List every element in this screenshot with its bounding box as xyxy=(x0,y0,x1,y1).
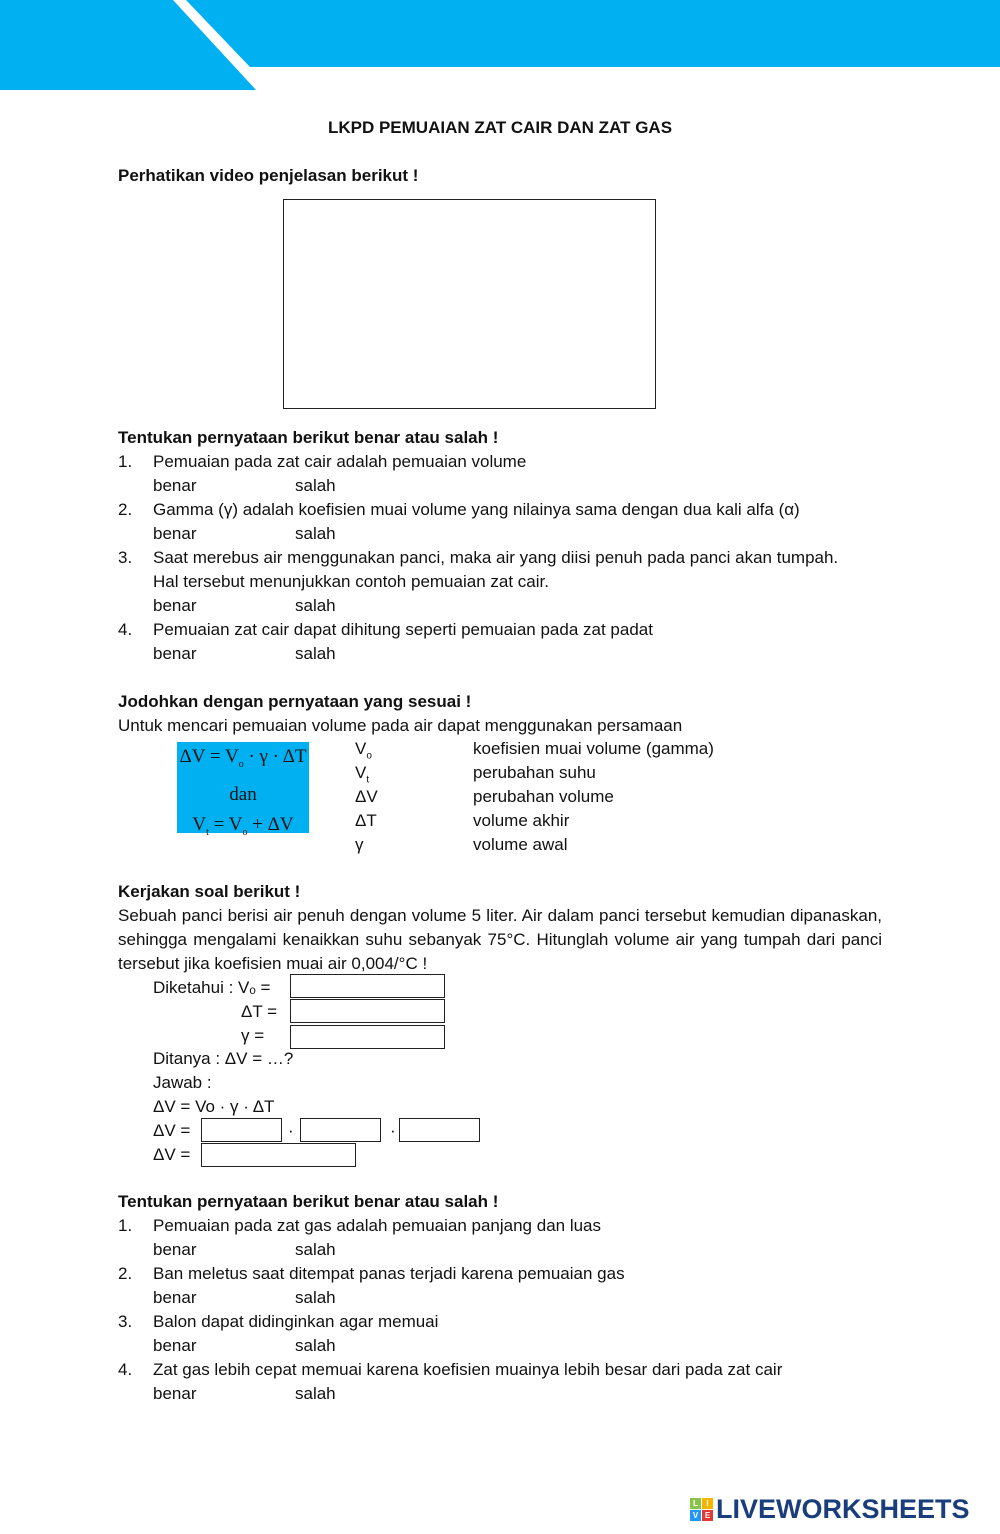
formula-line-1 xyxy=(177,742,309,780)
page-title: LKPD PEMUAIAN ZAT CAIR DAN ZAT GAS xyxy=(327,118,673,137)
dot: · xyxy=(390,1121,396,1140)
symbol-subscript: t xyxy=(366,774,370,786)
dt-input[interactable] xyxy=(290,999,445,1023)
match-heading: Jodohkan dengan pernyataan yang sesuai ! xyxy=(118,692,472,711)
option-salah[interactable]: salah xyxy=(295,1240,336,1259)
dt-label: ΔT = xyxy=(241,1002,278,1021)
match-symbol[interactable]: $V_t$ xyxy=(355,763,370,786)
statement-text: Gamma (γ) adalah koefisien muai volume yang nilainya sama dengan dua kali alfa (α) xyxy=(153,500,800,519)
match-intro: Untuk mencari pemuaian volume pada air dapat menggunakan persamaan xyxy=(118,716,683,735)
gamma-label: γ = xyxy=(241,1026,265,1045)
item-number: 2. xyxy=(118,500,133,519)
problem-text: Sebuah panci berisi air penuh dengan volume 5 liter. Air dalam panci tersebut kemudian dipanaskan, sehingga mengalami kenaikkan suhu sebanyak 75°C. Hitunglah volume air yang tumpah dari panci tersebut jika koefisien muai air 0,004/°C ! xyxy=(118,906,882,973)
match-description[interactable]: koefisien muai volume (gamma) xyxy=(473,739,714,758)
answer-formula: ΔV = Vo · γ · ΔT xyxy=(153,1097,275,1116)
item-number: 2. xyxy=(118,1264,133,1283)
statement-text: Saat merebus air menggunakan panci, maka air yang diisi penuh pada panci akan tumpah. xyxy=(153,548,839,567)
match-description[interactable]: volume awal xyxy=(473,835,568,854)
statement-text: Balon dapat didinginkan agar memuai xyxy=(153,1312,439,1331)
logo-text: LIVEWORKSHEETS xyxy=(716,1494,970,1524)
formula-sub: o xyxy=(238,758,244,770)
formula-text: · γ · ΔT xyxy=(243,746,307,767)
tf-heading: Tentukan pernyataan berikut benar atau salah ! xyxy=(118,1192,499,1211)
item-number: 1. xyxy=(118,1216,133,1235)
item-number: 3. xyxy=(118,548,133,567)
known-label: Diketahui : Vₒ = xyxy=(153,978,271,997)
formula-sub: o xyxy=(242,826,248,838)
option-benar[interactable]: benar xyxy=(153,476,197,495)
option-benar[interactable]: benar xyxy=(153,1240,197,1259)
formula-text: + ΔV xyxy=(247,813,294,835)
match-description[interactable]: perubahan suhu xyxy=(473,763,596,782)
option-salah[interactable]: salah xyxy=(295,644,336,663)
answer-label: Jawab : xyxy=(153,1073,212,1092)
statement-text: Zat gas lebih cepat memuai karena koefisien muainya lebih besar dari pada zat cair xyxy=(153,1360,783,1379)
vo-input[interactable] xyxy=(290,974,445,998)
option-benar[interactable]: benar xyxy=(153,524,197,543)
problem-heading: Kerjakan soal berikut ! xyxy=(118,882,301,901)
statement-text: Pemuaian pada zat cair adalah pemuaian volume xyxy=(153,452,527,471)
formula-text: ΔV = V xyxy=(179,746,239,767)
option-salah[interactable]: salah xyxy=(295,596,336,615)
dot: · xyxy=(288,1121,294,1140)
formula-box xyxy=(177,742,309,838)
asked-label: Ditanya : ΔV = …? xyxy=(153,1049,294,1068)
video-player[interactable] xyxy=(283,199,656,409)
option-benar[interactable]: benar xyxy=(153,1288,197,1307)
formula-line-2: dan xyxy=(229,783,257,805)
liveworksheets-logo xyxy=(690,1494,970,1525)
item-number: 1. xyxy=(118,452,133,471)
dv-result-input[interactable] xyxy=(201,1143,356,1167)
formula-line-3 xyxy=(177,810,309,848)
dv-factor-2-input[interactable] xyxy=(300,1118,381,1142)
match-symbol[interactable]: $V_o$ xyxy=(355,739,372,762)
dv-factor-3-input[interactable] xyxy=(399,1118,480,1142)
tf-heading: Tentukan pernyataan berikut benar atau salah ! xyxy=(118,428,499,447)
item-number: 3. xyxy=(118,1312,133,1331)
formula-text: V xyxy=(192,813,207,835)
dv-factor-1-input[interactable] xyxy=(201,1118,282,1142)
option-benar[interactable]: benar xyxy=(153,644,197,663)
statement-text: Pemuaian zat cair dapat dihitung seperti pemuaian pada zat padat xyxy=(153,620,653,639)
option-salah[interactable]: salah xyxy=(295,524,336,543)
statement-text: Ban meletus saat ditempat panas terjadi karena pemuaian gas xyxy=(153,1264,625,1283)
option-benar[interactable]: benar xyxy=(153,1384,197,1403)
gamma-input[interactable] xyxy=(290,1025,445,1049)
option-benar[interactable]: benar xyxy=(153,1336,197,1355)
item-number: 4. xyxy=(118,1360,133,1379)
statement-text: Pemuaian pada zat gas adalah pemuaian panjang dan luas xyxy=(153,1216,602,1235)
match-symbol[interactable]: γ xyxy=(355,835,364,854)
match-symbol[interactable]: ΔV xyxy=(355,787,378,806)
header-banner xyxy=(0,0,1000,92)
logo-icon: L I V E xyxy=(690,1498,713,1521)
match-description[interactable]: perubahan volume xyxy=(473,787,614,806)
match-symbol[interactable]: ΔT xyxy=(355,811,377,830)
option-salah[interactable]: salah xyxy=(295,476,336,495)
formula-sub: t xyxy=(206,826,209,838)
match-description[interactable]: volume akhir xyxy=(473,811,570,830)
statement-text: Hal tersebut menunjukkan contoh pemuaian zat cair. xyxy=(153,572,549,591)
symbol-subscript: o xyxy=(366,750,372,762)
dv-label-1: ΔV = xyxy=(153,1121,191,1140)
dv-label-2: ΔV = xyxy=(153,1145,191,1164)
formula-text: = V xyxy=(208,813,243,835)
option-benar[interactable]: benar xyxy=(153,596,197,615)
item-number: 4. xyxy=(118,620,133,639)
option-salah[interactable]: salah xyxy=(295,1384,336,1403)
option-salah[interactable]: salah xyxy=(295,1336,336,1355)
video-heading: Perhatikan video penjelasan berikut ! xyxy=(118,166,419,185)
option-salah[interactable]: salah xyxy=(295,1288,336,1307)
